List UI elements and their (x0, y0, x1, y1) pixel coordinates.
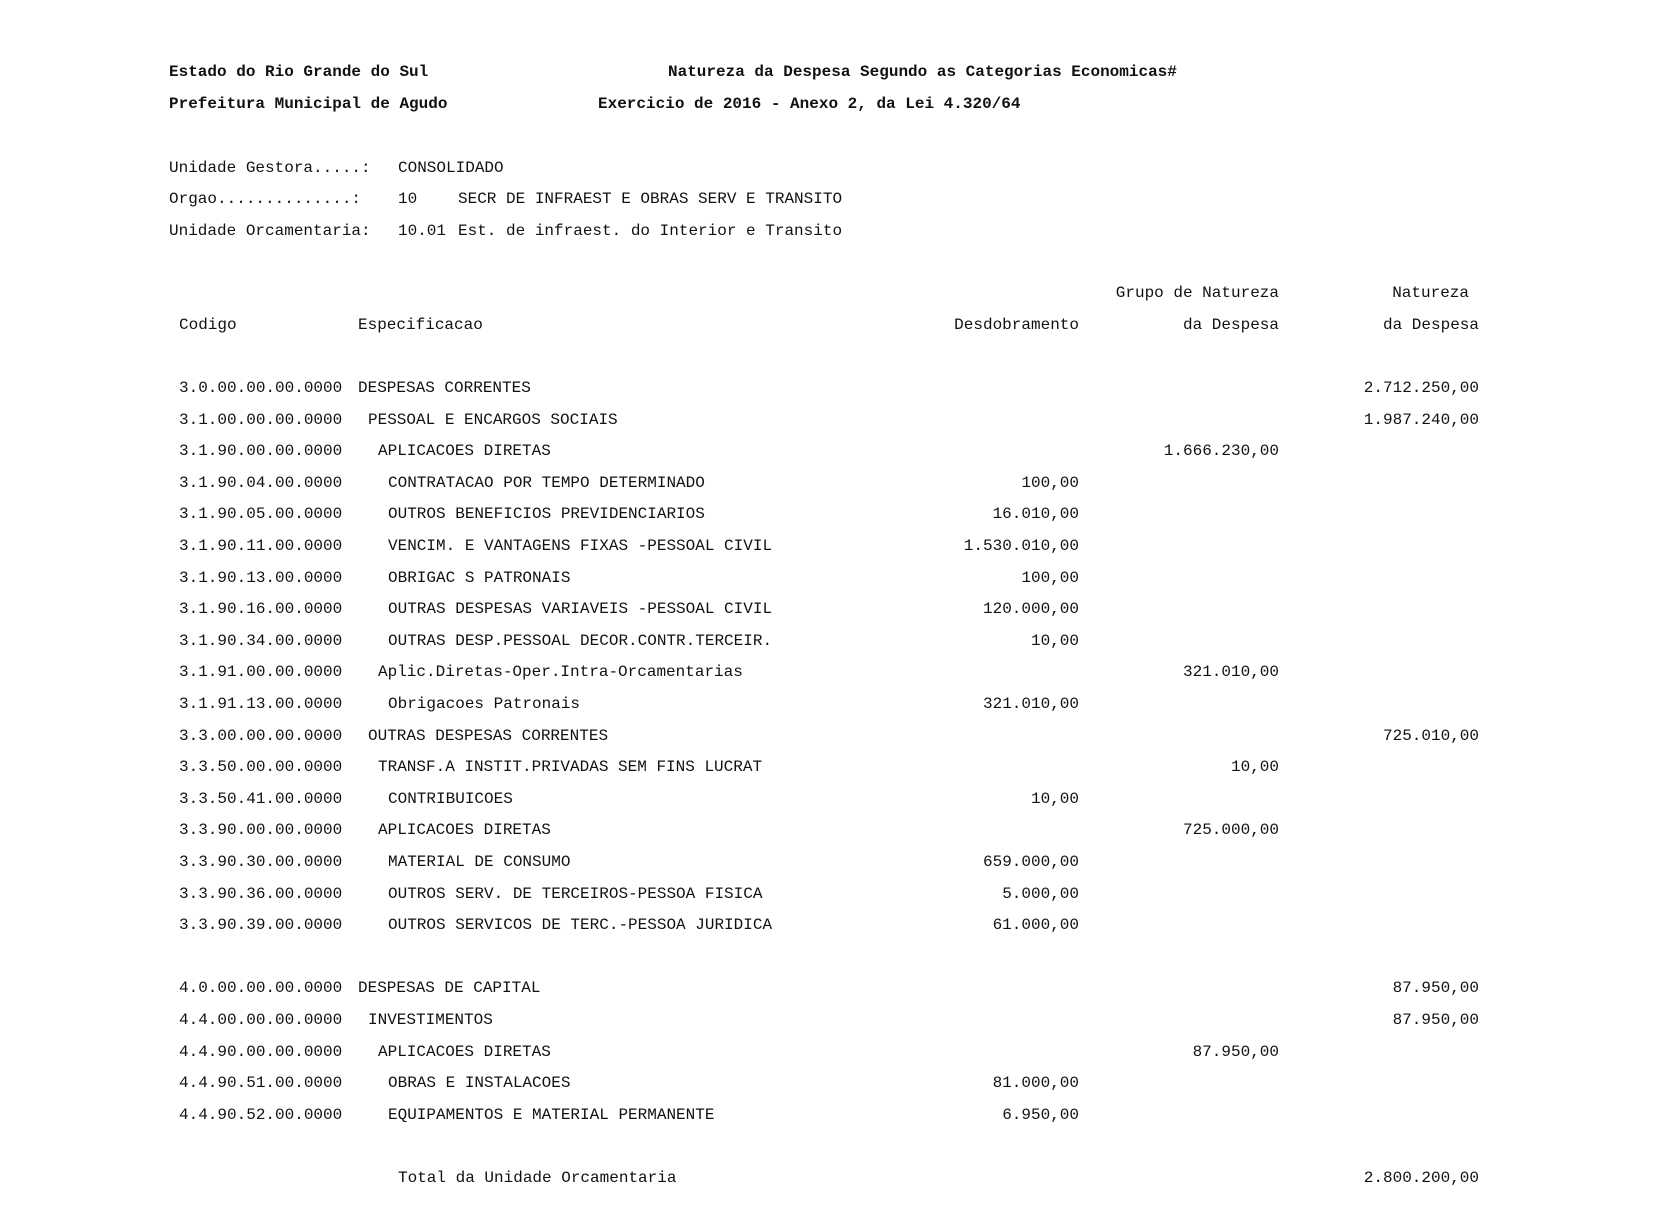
row-code: 3.3.90.00.00.0000 (179, 821, 343, 840)
row-desdobramento: 120.000,00 (982, 600, 1079, 619)
table-row (0, 410, 1653, 430)
row-code: 3.1.90.16.00.0000 (179, 600, 343, 619)
row-desdobramento: 10,00 (1030, 789, 1079, 808)
row-description: OUTRAS DESPESAS CORRENTES (368, 726, 609, 745)
col-header-desdobramento: Desdobramento (954, 316, 1079, 334)
row-description: CONTRIBUICOES (388, 789, 513, 808)
row-natureza: 725.010,00 (1382, 726, 1479, 745)
table-row (0, 852, 1653, 872)
table-row (0, 662, 1653, 682)
table-row (0, 1105, 1653, 1125)
row-desdobramento: 1.530.010,00 (963, 537, 1079, 555)
row-desdobramento: 16.010,00 (992, 505, 1079, 524)
table-row (0, 757, 1653, 777)
row-description: CONTRATACAO POR TEMPO DETERMINADO (388, 473, 705, 492)
row-natureza: 2.712.250,00 (1363, 379, 1479, 397)
row-code: 3.3.90.30.00.0000 (179, 853, 343, 871)
row-desdobramento: 10,00 (1030, 631, 1079, 650)
table-row (0, 536, 1653, 556)
orgao-label: Orgao..............: (169, 190, 362, 208)
table-row (0, 473, 1653, 493)
row-code: 3.3.00.00.00.0000 (179, 726, 343, 745)
row-grupo: 725.000,00 (1182, 821, 1279, 840)
row-description: OBRAS E INSTALACOES (388, 1074, 571, 1093)
unidade-orcamentaria-name: Est. de infraest. do Interior e Transito (458, 222, 843, 240)
row-code: 4.4.00.00.00.0000 (179, 1011, 343, 1029)
row-natureza: 87.950,00 (1392, 979, 1479, 998)
report-subtitle: Exercicio de 2016 - Anexo 2, da Lei 4.320/64 (598, 95, 1021, 113)
col-header-grupo-line2: da Despesa (1182, 316, 1279, 334)
row-grupo: 10,00 (1230, 758, 1279, 777)
row-code: 4.4.90.52.00.0000 (179, 1105, 343, 1124)
row-code: 3.1.00.00.00.0000 (179, 410, 343, 429)
row-description: Obrigacoes Patronais (388, 695, 581, 713)
row-code: 4.0.00.00.00.0000 (179, 979, 343, 998)
row-code: 3.1.90.11.00.0000 (179, 537, 343, 555)
table-row (0, 978, 1653, 998)
row-desdobramento: 100,00 (1021, 568, 1079, 587)
row-description: OBRIGAC S PATRONAIS (388, 568, 571, 587)
table-row (0, 1010, 1653, 1030)
table-row (0, 884, 1653, 904)
row-description: INVESTIMENTOS (368, 1011, 493, 1029)
row-code: 4.4.90.00.00.0000 (179, 1042, 343, 1061)
col-header-natureza-line2: da Despesa (1382, 316, 1479, 334)
total-value: 2.800.200,00 (1363, 1169, 1479, 1187)
row-description: OUTRAS DESPESAS VARIAVEIS -PESSOAL CIVIL (388, 600, 773, 619)
row-code: 3.3.50.41.00.0000 (179, 789, 343, 808)
table-row (0, 1042, 1653, 1062)
table-row (0, 789, 1653, 809)
col-header-grupo-line1: Grupo de Natureza (1115, 284, 1279, 302)
row-code: 3.0.00.00.00.0000 (179, 379, 343, 397)
row-code: 3.1.90.34.00.0000 (179, 631, 343, 650)
row-description: DESPESAS CORRENTES (358, 379, 531, 397)
table-row (0, 1073, 1653, 1093)
row-desdobramento: 6.950,00 (1002, 1105, 1079, 1124)
col-header-natureza-line1: Natureza (1392, 284, 1469, 302)
row-description: OUTROS SERV. DE TERCEIROS-PESSOA FISICA (388, 884, 763, 903)
unidade-orcamentaria-code: 10.01 (398, 222, 447, 240)
row-grupo: 1.666.230,00 (1163, 442, 1279, 461)
table-row (0, 378, 1653, 398)
row-description: Aplic.Diretas-Oper.Intra-Orcamentarias (378, 663, 743, 682)
table-row (0, 694, 1653, 714)
row-desdobramento: 5.000,00 (1002, 884, 1079, 903)
unidade-gestora-value: CONSOLIDADO (398, 159, 504, 177)
row-description: PESSOAL E ENCARGOS SOCIAIS (368, 410, 618, 429)
unidade-gestora-label: Unidade Gestora.....: (169, 159, 371, 177)
row-code: 4.4.90.51.00.0000 (179, 1074, 343, 1093)
col-header-especificacao: Especificacao (358, 316, 483, 334)
row-natureza: 87.950,00 (1392, 1011, 1479, 1029)
row-grupo: 321.010,00 (1182, 663, 1279, 682)
row-code: 3.1.91.00.00.0000 (179, 663, 343, 682)
row-description: MATERIAL DE CONSUMO (388, 853, 571, 871)
row-code: 3.3.50.00.00.0000 (179, 758, 343, 777)
row-code: 3.1.90.05.00.0000 (179, 505, 343, 524)
row-desdobramento: 321.010,00 (982, 695, 1079, 713)
row-grupo: 87.950,00 (1192, 1042, 1279, 1061)
row-description: OUTROS SERVICOS DE TERC.-PESSOA JURIDICA (388, 916, 773, 935)
row-code: 3.3.90.39.00.0000 (179, 916, 343, 935)
table-row (0, 441, 1653, 461)
row-desdobramento: 81.000,00 (992, 1074, 1079, 1093)
row-desdobramento: 659.000,00 (982, 853, 1079, 871)
total-row (0, 1168, 1653, 1188)
row-code: 3.1.90.04.00.0000 (179, 473, 343, 492)
row-code: 3.1.90.13.00.0000 (179, 568, 343, 587)
row-description: TRANSF.A INSTIT.PRIVADAS SEM FINS LUCRAT (378, 758, 763, 777)
municipality-name: Prefeitura Municipal de Agudo (169, 95, 448, 113)
row-description: EQUIPAMENTOS E MATERIAL PERMANENTE (388, 1105, 715, 1124)
row-code: 3.1.90.00.00.0000 (179, 442, 343, 461)
row-description: DESPESAS DE CAPITAL (358, 979, 541, 998)
row-description: OUTROS BENEFICIOS PREVIDENCIARIOS (388, 505, 705, 524)
orgao-name: SECR DE INFRAEST E OBRAS SERV E TRANSITO (458, 190, 843, 208)
col-header-codigo: Codigo (179, 316, 237, 334)
row-natureza: 1.987.240,00 (1363, 410, 1479, 429)
row-description: OUTRAS DESP.PESSOAL DECOR.CONTR.TERCEIR. (388, 631, 773, 650)
orgao-code: 10 (398, 190, 418, 208)
table-row (0, 599, 1653, 619)
total-label: Total da Unidade Orcamentaria (398, 1169, 677, 1187)
row-code: 3.3.90.36.00.0000 (179, 884, 343, 903)
state-name: Estado do Rio Grande do Sul (169, 63, 429, 81)
row-desdobramento: 61.000,00 (992, 916, 1079, 935)
row-description: APLICACOES DIRETAS (378, 1042, 551, 1061)
row-desdobramento: 100,00 (1021, 473, 1079, 492)
table-row (0, 631, 1653, 651)
table-row (0, 504, 1653, 524)
row-code: 3.1.91.13.00.0000 (179, 695, 343, 713)
row-description: APLICACOES DIRETAS (378, 442, 551, 461)
table-row (0, 915, 1653, 935)
row-description: VENCIM. E VANTAGENS FIXAS -PESSOAL CIVIL (388, 537, 773, 555)
report-title: Natureza da Despesa Segundo as Categorias Economicas# (668, 63, 1177, 81)
table-row (0, 568, 1653, 588)
unidade-orcamentaria-label: Unidade Orcamentaria: (169, 222, 371, 240)
table-row (0, 726, 1653, 746)
row-description: APLICACOES DIRETAS (378, 821, 551, 840)
table-row (0, 820, 1653, 840)
